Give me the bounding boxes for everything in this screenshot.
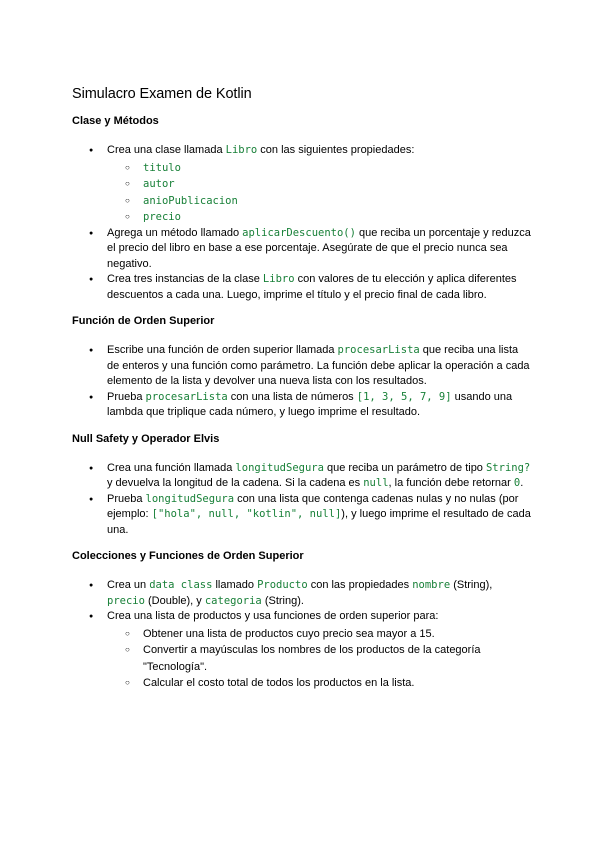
- text: con las siguientes propiedades:: [257, 144, 415, 156]
- text: llamado: [212, 579, 258, 591]
- text: (String).: [261, 594, 304, 607]
- text: con una lista de números: [227, 390, 357, 403]
- text: que reciba una lista de enteros y una función como parámetro. La función debe aplicar la operación a cada elemento de la lista y devolver una nueva lista con los resultados.: [107, 344, 530, 387]
- list-item: [125, 209, 532, 226]
- text: Prueba: [107, 390, 146, 403]
- list-item: ○ Obtener una lista de productos cuyo precio sea mayor a 15.: [125, 626, 532, 643]
- text: con valores de tu elección y aplica diferentes descuentos a cada una. Luego, imprime el título y el precio final de cada libro.: [107, 273, 517, 301]
- text: ), y luego imprime el resultado de cada una.: [107, 508, 531, 536]
- list-item: [125, 176, 532, 193]
- section-heading-colecciones: Colecciones y Funciones de Orden Superior: [72, 550, 304, 562]
- code-span: procesarLista: [145, 390, 228, 403]
- code-span: longitudSegura: [145, 492, 235, 505]
- code-span: aplicarDescuento(): [242, 226, 356, 239]
- text: que reciba un parámetro de tipo: [323, 461, 486, 474]
- list-item: [125, 193, 532, 210]
- section-list-colecciones: [89, 578, 532, 692]
- list-item: [89, 272, 532, 303]
- text: (Double), y: [144, 594, 205, 607]
- text: , la función debe retornar: [388, 477, 514, 489]
- text: Escribe una función de orden superior llamada: [107, 344, 338, 356]
- text: Prueba: [107, 492, 146, 505]
- code-span: nombre: [412, 579, 451, 591]
- section-heading-null-safety: Null Safety y Operador Elvis: [72, 432, 220, 445]
- list-item: [89, 492, 532, 539]
- section-heading-orden-superior: Función de Orden Superior: [72, 315, 215, 327]
- text: Crea tres instancias de la clase: [107, 273, 263, 285]
- code-span: procesarLista: [337, 344, 420, 356]
- section-list-clase: [89, 143, 532, 303]
- code-span: categoria: [204, 594, 262, 607]
- code-span: autor: [143, 178, 175, 190]
- text: con una lista que contenga cadenas nulas y no nulas (por ejemplo:: [107, 492, 519, 520]
- text: usando una lambda que triplique cada número, y luego imprime el resultado.: [107, 390, 513, 418]
- text: .: [520, 477, 524, 489]
- text: con las propiedades: [307, 579, 413, 591]
- code-span: anioPublicacion: [143, 194, 238, 207]
- code-span: 0: [513, 477, 521, 489]
- section-list-orden-superior: [89, 343, 532, 421]
- code-span: titulo: [143, 161, 181, 174]
- property-list: [125, 160, 532, 226]
- code-span: Producto: [257, 579, 308, 591]
- text: Crea una función llamada: [107, 461, 236, 474]
- code-span: precio: [143, 211, 181, 223]
- text: Agrega un método llamado: [107, 226, 243, 239]
- list-item: [89, 143, 532, 226]
- list-item: [89, 390, 532, 421]
- list-item: [89, 609, 532, 692]
- section-heading-clase: Clase y Métodos: [72, 115, 159, 127]
- text: Crea una clase llamada: [107, 144, 226, 156]
- section-list-null-safety: [89, 461, 532, 539]
- list-item: ○ Calcular el costo total de todos los productos en la lista.: [125, 675, 532, 692]
- subtask-list: [125, 626, 532, 692]
- list-item: [89, 461, 532, 492]
- code-span: [1, 3, 5, 7, 9]: [356, 390, 452, 403]
- list-item: ○ Convertir a mayúsculas los nombres de los productos de la categoría "Tecnología".: [125, 642, 532, 675]
- code-span: ["hola", null, "kotlin", null]: [151, 508, 342, 520]
- text: que reciba un porcentaje y reduzca el precio del libro en base a ese porcentaje. Asegúrate de que el precio nunca sea negativo.: [107, 226, 531, 270]
- code-span: longitudSegura: [235, 461, 324, 474]
- code-span: data class: [149, 579, 213, 591]
- list-item: [89, 578, 532, 609]
- list-item: [125, 160, 532, 177]
- code-span: null: [363, 477, 389, 489]
- text: (String),: [450, 579, 493, 591]
- code-span: Libro: [225, 144, 258, 156]
- document-page: [72, 86, 532, 704]
- code-span: Libro: [262, 273, 295, 285]
- text: Crea una lista de productos y usa funciones de orden superior para:: [107, 610, 439, 622]
- code-span: String?: [485, 461, 531, 474]
- code-span: precio: [107, 594, 145, 607]
- text: y devuelva la longitud de la cadena. Si la cadena es: [107, 477, 364, 489]
- list-item: [89, 226, 532, 273]
- list-item: [89, 343, 532, 390]
- document-title: Simulacro Examen de Kotlin: [72, 86, 252, 102]
- text: Crea un: [107, 579, 150, 591]
